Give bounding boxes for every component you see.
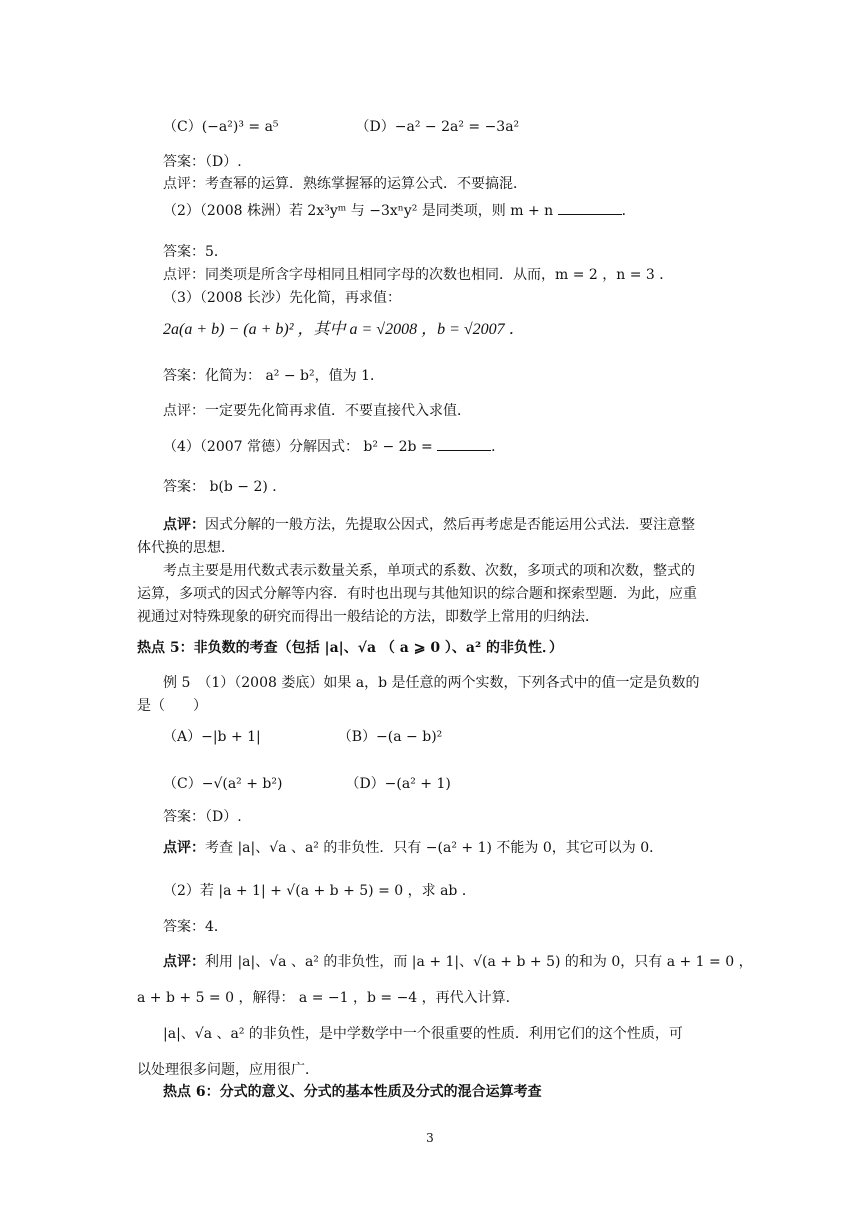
- question-2-line: （2）若 |a + 1| + √(a + b + 5) = 0 ，求 ab ．: [163, 883, 476, 899]
- paragraph-line: 考点主要是用代数式表示数量关系，单项式的系数、次数，多项式的项和次数，整式的: [163, 563, 695, 579]
- comment-label: 点评：: [163, 840, 205, 856]
- answer-line: 答案：化简为： a² − b²，值为 1．: [163, 368, 384, 384]
- page-number: 3: [426, 1131, 434, 1145]
- comment-line: [163, 952, 753, 972]
- comment-line: 点评：同类项是所含字母相同且相同字母的次数也相同．从而，m = 2 ，n = 3 ．: [163, 267, 674, 283]
- hotspot-6-heading: 热点 6：分式的意义、分式的基本性质及分式的混合运算考查: [163, 1084, 542, 1100]
- example-5-line: 是（ ）: [137, 698, 207, 714]
- answer-blank: [437, 436, 491, 451]
- paragraph-line: |a|、√a 、a² 的非负性，是中学数学中一个很重要的性质．利用它们的这个性质，可: [163, 1026, 683, 1042]
- paragraph-line: 视通过对特殊现象的研究而得出一般结论的方法，即数学上常用的归纳法．: [137, 609, 599, 625]
- comment-line: [163, 515, 695, 535]
- question-2-end: ．: [621, 203, 636, 219]
- comment-label: 点评：: [163, 954, 205, 970]
- hotspot-5-heading: 热点 5：非负数的考查（包括 |a|、√a （ a ⩾ 0 ）、a² 的非负性．）: [137, 640, 564, 656]
- answer-line: 答案： b(b − 2) ．: [163, 479, 287, 495]
- comment-line: 点评：一定要先化简再求值．不要直接代入求值．: [163, 403, 471, 419]
- comment-text: 因式分解的一般方法，先提取公因式，然后再考虑是否能运用公式法．要注意整: [205, 517, 695, 533]
- question-2-line: [163, 200, 636, 221]
- comment-text: 考查 |a|、√a 、a² 的非负性．只有 −(a² + 1) 不能为 0，其它可以为 0．: [205, 840, 664, 856]
- question-4-end: ．: [491, 439, 506, 455]
- answer-line: 答案：4．: [163, 919, 228, 935]
- question-4-line: [163, 436, 505, 457]
- question-4-text: （4）（2007 常德）分解因式： b² − 2b =: [163, 439, 433, 455]
- example-5-line: 例 5 （1）（2008 娄底）如果 a，b 是任意的两个实数，下列各式中的值一定是负数的: [163, 675, 700, 691]
- answer-line: 答案：（D）.: [163, 154, 242, 170]
- paragraph-line: 体代换的思想．: [137, 540, 235, 556]
- answer-line: 答案：5．: [163, 244, 228, 260]
- question-3-expression: 2a(a + b) − (a + b)² ，其中 a = √2008 ，b = √2007 ．: [163, 321, 525, 338]
- paragraph-line: 运算，多项式的因式分解等内容．有时也出现与其他知识的综合题和探索型题．为此，应重: [137, 586, 697, 602]
- answer-line: 答案：（D）.: [163, 809, 242, 825]
- options-a-b-line: （A）−|b + 1| （B）−(a − b)²: [163, 729, 443, 745]
- answer-blank: [558, 200, 622, 215]
- option-c-d-line: （C）(−a²)³ = a⁵ （D）−a² − 2a² = −3a²: [163, 119, 520, 135]
- comment-label: 点评：: [163, 517, 205, 533]
- paragraph-line: 以处理很多问题，应用很广．: [137, 1062, 319, 1078]
- comment-line: a + b + 5 = 0 ，解得： a = −1 ，b = −4 ，再代入计算．: [137, 990, 520, 1006]
- question-3-line: （3）（2008 长沙）先化简，再求值：: [163, 290, 401, 306]
- options-c-d-line: （C）−√(a² + b²) （D）−(a² + 1): [163, 776, 451, 792]
- comment-line: [163, 838, 663, 858]
- question-2-text: （2）（2008 株洲）若 2x³yᵐ 与 −3xⁿy² 是同类项，则 m + n: [163, 203, 554, 219]
- comment-text: 利用 |a|、√a 、a² 的非负性，而 |a + 1|、√(a + b + 5) 的和为 0，只有 a + 1 = 0 ，: [205, 954, 753, 970]
- comment-line: 点评：考查幂的运算．熟练掌握幂的运算公式．不要搞混．: [163, 176, 527, 192]
